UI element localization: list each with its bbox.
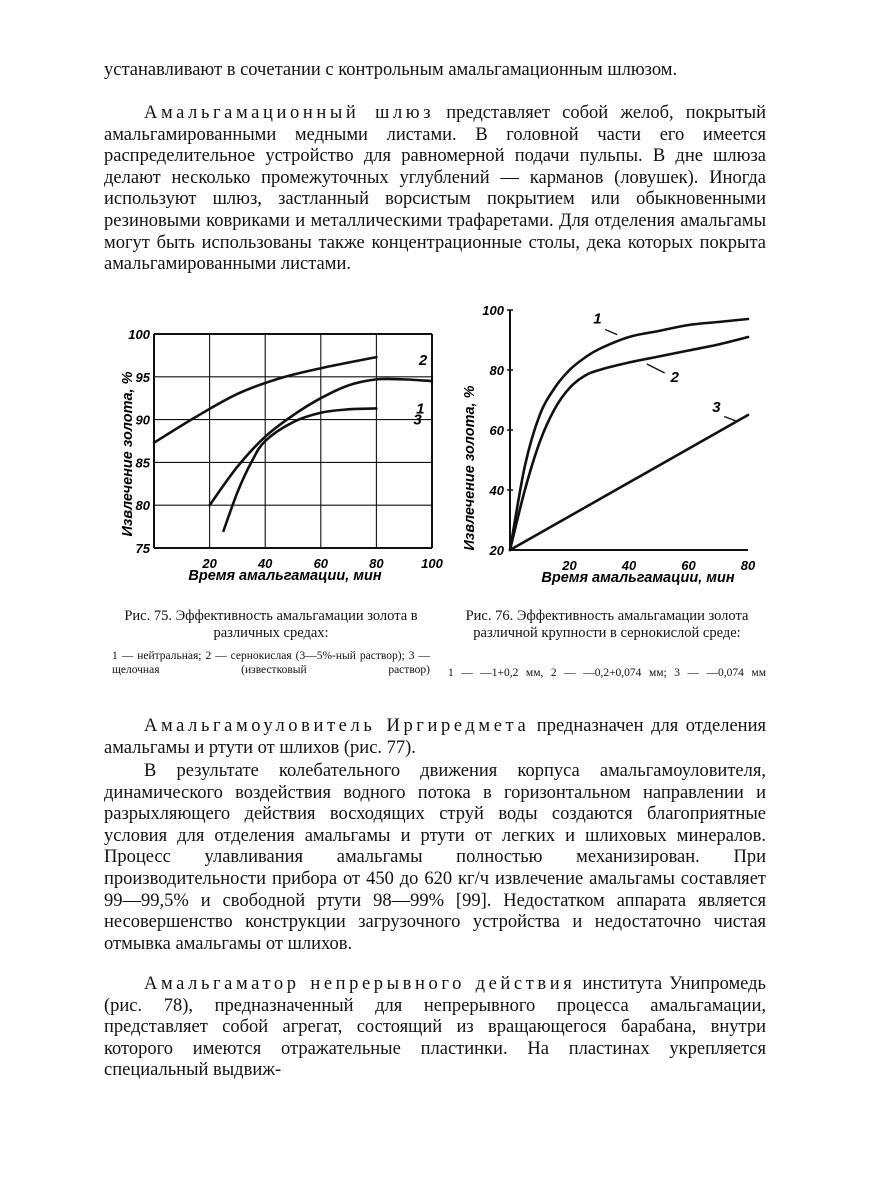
x-axis-title: Время амальгамации, мин — [188, 568, 382, 584]
series-label-3: 3 — [413, 411, 422, 429]
paragraph-1: устанавливают в сочетании с контрольным амальгамационным шлюзом. — [104, 60, 678, 80]
paragraph-2-body: представляет собой желоб, покрытый амальгамированными медными листами. В головной части его имеется распределительное устройство для равномерной подачи пульпы. В дне шлюза делают несколько промежуточных углублений — карманов (ловушек). Иногда используют шлюз, застланный ворсистым покрытием или обыкновенными резиновыми ковриками и металлическими трафаретами. Для отделения амальгамы могут быть использованы также концентрационные столы, дека которых покрыта амальгамированными листами. — [104, 103, 766, 275]
term-continuous-amalgamator: Амальгаматор непрерывного действия — [144, 974, 576, 994]
series-line-3 — [510, 415, 748, 550]
y-tick-label: 100 — [128, 327, 150, 342]
x-tick-label: 80 — [369, 556, 384, 571]
y-tick-label: 95 — [135, 369, 150, 385]
x-tick-label: 60 — [313, 556, 329, 571]
y-tick-label: 60 — [489, 423, 504, 438]
figure-76-chart — [458, 298, 770, 590]
chart-grid — [154, 334, 432, 548]
paragraph-5 — [104, 974, 766, 1082]
y-tick-label: 90 — [135, 412, 150, 428]
paragraph-3-body: предназначен для отделения амальгамы и ртути от шлихов (рис. 77). — [104, 716, 766, 758]
term-amalgam-catcher: Амальгамоуловитель Иргиредмета — [144, 716, 530, 736]
figure-75-legend: 1 — нейтральная; 2 — сернокислая (3—5%-ный раствор); 3 — щелочная (известковый раствор) — [112, 650, 430, 676]
y-tick-label: 80 — [489, 363, 504, 378]
y-tick-label: 40 — [489, 483, 504, 498]
series-label-2: 2 — [418, 351, 428, 369]
series-labels — [413, 352, 428, 429]
paragraph-2 — [104, 103, 766, 276]
series-label-leader — [605, 330, 617, 335]
y-axis-title: Извлечение золота, % — [120, 371, 136, 537]
series-label-leader — [647, 364, 665, 373]
paragraph-3 — [104, 716, 766, 759]
y-axis-title: Извлечение золота, % — [462, 385, 478, 551]
x-tick-label: 80 — [740, 558, 756, 573]
x-tick-label: 40 — [257, 556, 273, 571]
y-tick-label: 75 — [135, 541, 150, 556]
y-tick-label: 20 — [489, 543, 504, 558]
term-amalgamation-sluice: Амальгамационный шлюз — [144, 103, 435, 123]
series-label-1: 1 — [416, 400, 425, 418]
y-tick-label: 80 — [135, 498, 150, 514]
x-tick-label: 20 — [202, 556, 217, 571]
series-label-3: 3 — [712, 399, 721, 416]
paragraph-4: В результате колебательного движения корпуса амальгамоуловителя, динамического воздействия водного потока в горизонтальном направлении и разрыхляющего действия восходящих струй воды создаются благоприятные условия для отделения амальгамы и ртути от легких и шлиховых минералов. Процесс улавливания амальгамы полностью механизирован. При производительности прибора от 450 до 620 кг/ч извлечение амальгамы составляет 99—99,5% и свободной ртути 98—99% [99]. Недостатком аппарата является несовершенство конструкции загрузочного устройства и недостаточно чистая отмывка амальгамы от шлихов. — [104, 761, 766, 954]
figure-76-legend: 1 — —1+0,2 мм, 2 — —0,2+0,074 мм; 3 — —0,074 мм — [448, 667, 766, 679]
figure-75-caption: Рис. 75. Эффективность амальгамации золота в различных средах: — [124, 608, 418, 641]
series-lines — [510, 319, 748, 550]
x-tick-label: 100 — [421, 556, 443, 571]
x-tick-label: 40 — [621, 558, 637, 573]
series-line-3 — [224, 408, 377, 530]
figure-76-caption: Рис. 76. Эффективность амальгамации золота различной крупности в сернокислой среде: — [465, 608, 749, 641]
y-tick-labels — [482, 303, 504, 558]
y-tick-label: 85 — [135, 455, 150, 471]
y-tick-label: 100 — [482, 303, 504, 318]
x-axis-title: Время амальгамации, мин — [541, 570, 735, 586]
figure-75-chart — [110, 322, 450, 592]
paragraph-5-body: института Унипромедь (рис. 78), предназначенный для непрерывного процесса амальгамации, представляет собой агрегат, состоящий из вращающегося барабана, внутри которого имеются отражательные пластинки. На пластинах укрепляется специальный выдвиж- — [104, 974, 766, 1081]
x-tick-label: 60 — [681, 558, 696, 573]
series-label-leader — [724, 417, 736, 422]
series-label-1: 1 — [593, 310, 602, 328]
x-tick-label: 20 — [562, 558, 577, 573]
series-label-2: 2 — [670, 369, 679, 386]
series-line-2 — [510, 337, 748, 550]
